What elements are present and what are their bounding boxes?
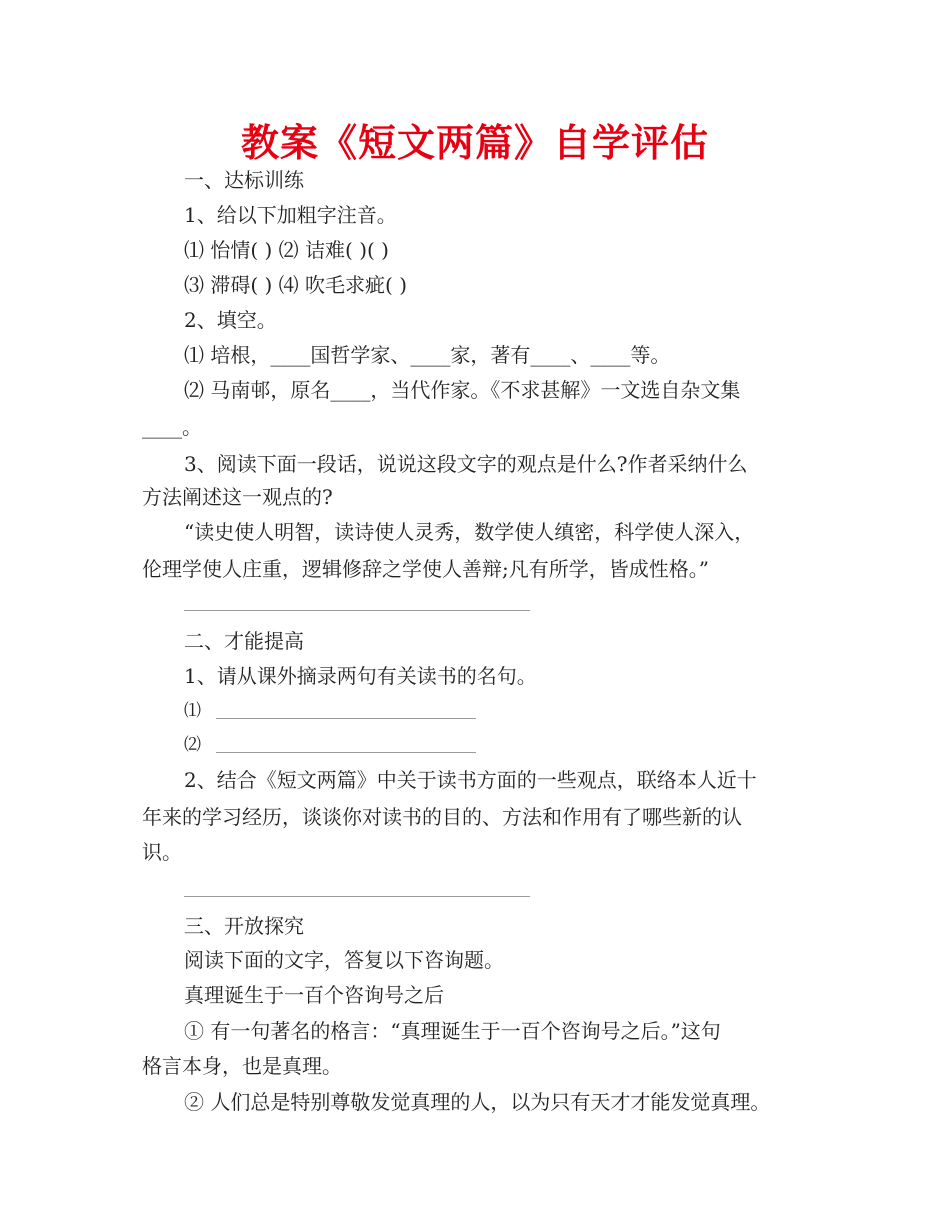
answer-line-q3	[184, 610, 530, 611]
answer-line-s2q2	[184, 896, 530, 897]
s3-intro: 阅读下面的文字，答复以下咨询题。	[184, 948, 504, 972]
section2-heading: 二、才能提高	[184, 629, 304, 653]
section3-heading: 三、开放探究	[184, 914, 304, 938]
q3-prompt-b: 方法阐述这一观点的?	[142, 485, 333, 509]
s2-q2-line-c: 识。	[142, 840, 182, 864]
s3-p1-b: 格言本身，也是真理。	[142, 1054, 342, 1078]
s2-q2-line-b: 年来的学习经历，谈谈你对读书的目的、方法和作用有了哪些新的认	[142, 805, 742, 829]
s2-q1-item2-label: ⑵	[184, 735, 201, 755]
document-title: 教案《短文两篇》自学评估	[240, 121, 709, 165]
answer-line-item1	[216, 718, 476, 719]
q1-row2: ⑶ 滞碍( ) ⑷ 吹毛求疵( )	[184, 273, 407, 297]
q3-prompt-a: 3、阅读下面一段话，说说这段文字的观点是什么?作者采纳什么	[184, 452, 748, 476]
section1-heading: 一、达标训练	[184, 168, 304, 192]
q3-quote-b: 伦理学使人庄重，逻辑修辞之学使人善辩;凡有所学，皆成性格。”	[142, 557, 709, 581]
s3-passage-title: 真理诞生于一百个咨询号之后	[184, 983, 444, 1007]
q1-prompt: 1、给以下加粗字注音。	[184, 203, 397, 227]
q2-row2b: ____。	[142, 415, 202, 439]
s2-q1-item1-label: ⑴	[184, 701, 201, 721]
q3-quote-a: “读史使人明智，读诗使人灵秀，数学使人缜密，科学使人深入，	[184, 520, 755, 544]
q2-row1: ⑴ 培根，____国哲学家、____家，著有____、____等。	[184, 343, 671, 367]
s2-q1-prompt: 1、请从课外摘录两句有关读书的名句。	[184, 664, 537, 688]
q1-row1: ⑴ 怡情( ) ⑵ 诘难( )( )	[184, 238, 389, 262]
q2-row2a: ⑵ 马南邨，原名____，当代作家。《不求甚解》一文选自杂文集	[184, 378, 741, 402]
s2-q2-line-a: 2、结合《短文两篇》中关于读书方面的一些观点，联络本人近十	[184, 768, 757, 792]
s3-p1-a: ① 有一句著名的格言：“真理诞生于一百个咨询号之后。”这句	[184, 1019, 721, 1043]
answer-line-item2	[216, 752, 476, 753]
q2-prompt: 2、填空。	[184, 308, 277, 332]
s3-p2: ② 人们总是特别尊敬发觉真理的人，以为只有天才才能发觉真理。	[184, 1090, 771, 1114]
